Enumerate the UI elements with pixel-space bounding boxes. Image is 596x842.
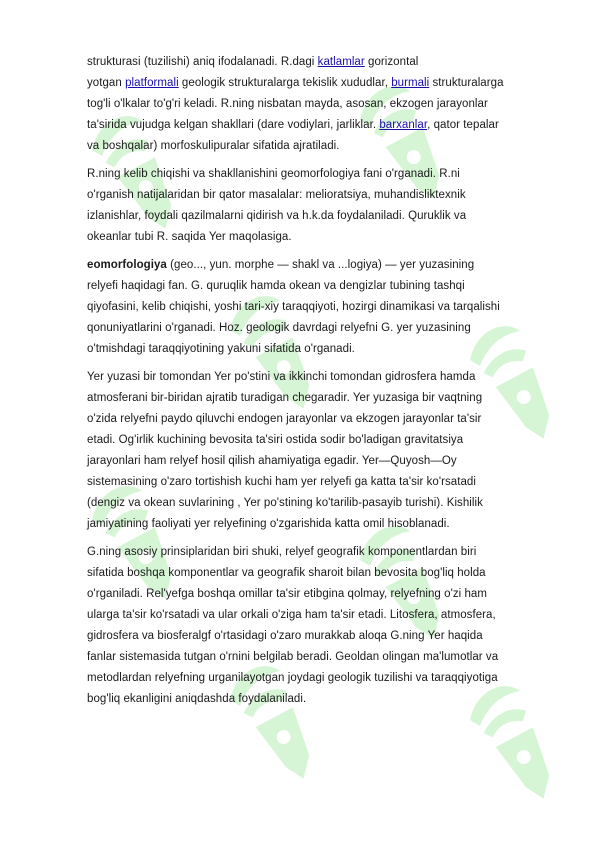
text-span: va boshqalar) morfoskulipuralar sifatida ajratiladi. — [87, 140, 340, 152]
text-span: fanlar sistemasida tutgan o'rnini belgilab beradi. Geoldan olingan ma'lumotlar va — [87, 651, 499, 663]
text-span: (dengiz va okean suvlarining , Yer po'stining ko'tarilib-pasayib turishi). Kishilik — [87, 497, 483, 509]
text-span: strukturalarga — [429, 77, 504, 89]
text-line — [87, 584, 553, 605]
paragraph — [87, 255, 553, 360]
text-span: o'zida relyefni paydo qiluvchi endogen jarayonlar va ekzogen jarayonlar ta'sir — [87, 413, 482, 425]
text-span: yotgan — [87, 77, 126, 89]
text-span: qonuniyatlarini o'rganadi. Hoz. geologik davrdagi relyefni G. yer yuzasining — [87, 322, 471, 334]
text-line — [87, 430, 553, 451]
text-span: ta'sirida vujudga kelgan shakllari (dare vodiylari, jarliklar. — [87, 119, 380, 131]
text-line — [87, 472, 553, 493]
paragraph — [87, 367, 553, 535]
text-span: gidrosfera va biosferalgf o'rtasidagi o'zaro murakkab aloqa G.ning Yer haqida — [87, 630, 483, 642]
text-line — [87, 605, 553, 626]
term-heading: eomorfologiya — [87, 259, 167, 271]
text-span: okeanlar tubi R. saqida Yer maqolasiga. — [87, 231, 292, 243]
document-body — [87, 52, 553, 717]
term-link[interactable]: burmali — [391, 77, 430, 89]
paragraph — [87, 542, 553, 710]
text-span: geologik strukturalarga tekislik xududlar, — [178, 77, 392, 89]
text-line — [87, 318, 553, 339]
paragraph — [87, 52, 553, 157]
text-line — [87, 255, 553, 276]
text-span: Yer yuzasi bir tomondan Yer po'stini va ikkinchi tomondan gidrosfera hamda — [87, 371, 476, 383]
text-span: etadi. Og'irlik kuchining bevosita ta'siri ostida sodir bo'ladigan gravitatsiya — [87, 434, 464, 446]
text-span: metodlardan relyefning urganilayotgan joydagi geologik tuzilishi va taraqqiyotiga — [87, 672, 498, 684]
text-span: ularga ta'sir ko'rsatadi va ular orkali o'ziga ham ta'sir etadi. Litosfera, atmosfera, — [87, 609, 496, 621]
text-span: , qator tepalar — [427, 119, 499, 131]
text-span: sistemasining o'zaro tortishish kuchi ham yer relyefi ga katta ta'sir ko'rsatadi — [87, 476, 476, 488]
text-line — [87, 276, 553, 297]
text-span: relyefi haqidagi fan. G. quruqlik hamda okean va dengizlar tubining tashqi — [87, 280, 465, 292]
text-line — [87, 297, 553, 318]
text-line — [87, 689, 553, 710]
text-line — [87, 73, 553, 94]
text-span: tog'li o'lkalar to'g'ri keladi. R.ning nisbatan mayda, asosan, ekzogen jarayonlar — [87, 98, 488, 110]
text-span: o'tmishdagi taraqqiyotining yakuni sifatida o'rganadi. — [87, 343, 355, 355]
text-line — [87, 647, 553, 668]
paragraph — [87, 164, 553, 248]
text-line — [87, 626, 553, 647]
text-line — [87, 339, 553, 360]
text-line — [87, 185, 553, 206]
text-line — [87, 227, 553, 248]
term-link[interactable]: barxanlar — [379, 119, 428, 131]
text-span: gorizontal — [364, 56, 419, 68]
text-span: G.ning asosiy prinsiplaridan biri shuki, relyef geografik komponentlardan biri — [87, 546, 477, 558]
text-line — [87, 388, 553, 409]
text-line — [87, 94, 553, 115]
term-link[interactable]: katlamlar — [317, 56, 365, 68]
text-span: atmosferani bir-biridan ajratib turadigan chegaradir. Yer yuzasiga bir vaqtning — [87, 392, 483, 404]
text-line — [87, 542, 553, 563]
text-line — [87, 206, 553, 227]
text-line — [87, 367, 553, 388]
text-span: izlanishlar, foydali qazilmalarni qidirish va h.k.da foydalaniladi. Quruklik va — [87, 210, 467, 222]
text-line — [87, 164, 553, 185]
text-span: (geo..., yun. morphe — shakl va ...logiya) — yer yuzasining — [166, 259, 475, 271]
text-line — [87, 136, 553, 157]
text-line — [87, 493, 553, 514]
text-line — [87, 451, 553, 472]
text-span: sifatida boshqa komponentlar va geografik sharoit bilan bevosita bog'liq holda — [87, 567, 486, 579]
text-line — [87, 115, 553, 136]
text-span: o'rganish natijalaridan bir qator masalalar: melioratsiya, muhandisliktexnik — [87, 189, 466, 201]
text-span: jarayonlari ham relyef hosil qilish ahamiyatiga egadir. Yer—Quyosh—Oy — [87, 455, 457, 467]
text-line — [87, 514, 553, 535]
text-line — [87, 409, 553, 430]
text-span: o'rganiladi. Rel'yefga boshqa omillar ta'sir etibgina qolmay, relyefning o'zi ham — [87, 588, 487, 600]
text-line — [87, 668, 553, 689]
term-link[interactable]: platformali — [125, 77, 179, 89]
text-span: jamiyatining faoliyati yer relyefining o'zgarishida katta omil hisoblanadi. — [87, 518, 450, 530]
text-span: qiyofasini, kelib chiqishi, yoshi tari-xiy taraqqiyoti, hozirgi dinamikasi va tarqalishi — [87, 301, 500, 313]
text-span: R.ning kelib chiqishi va shakllanishini geomorfologiya fani o'rganadi. R.ni — [87, 168, 460, 180]
text-line — [87, 563, 553, 584]
text-line — [87, 52, 553, 73]
text-span: bog'liq ekanligini aniqdashda foydalaniladi. — [87, 693, 307, 705]
text-span: strukturasi (tuzilishi) aniq ifodalanadi. R.dagi — [87, 56, 318, 68]
